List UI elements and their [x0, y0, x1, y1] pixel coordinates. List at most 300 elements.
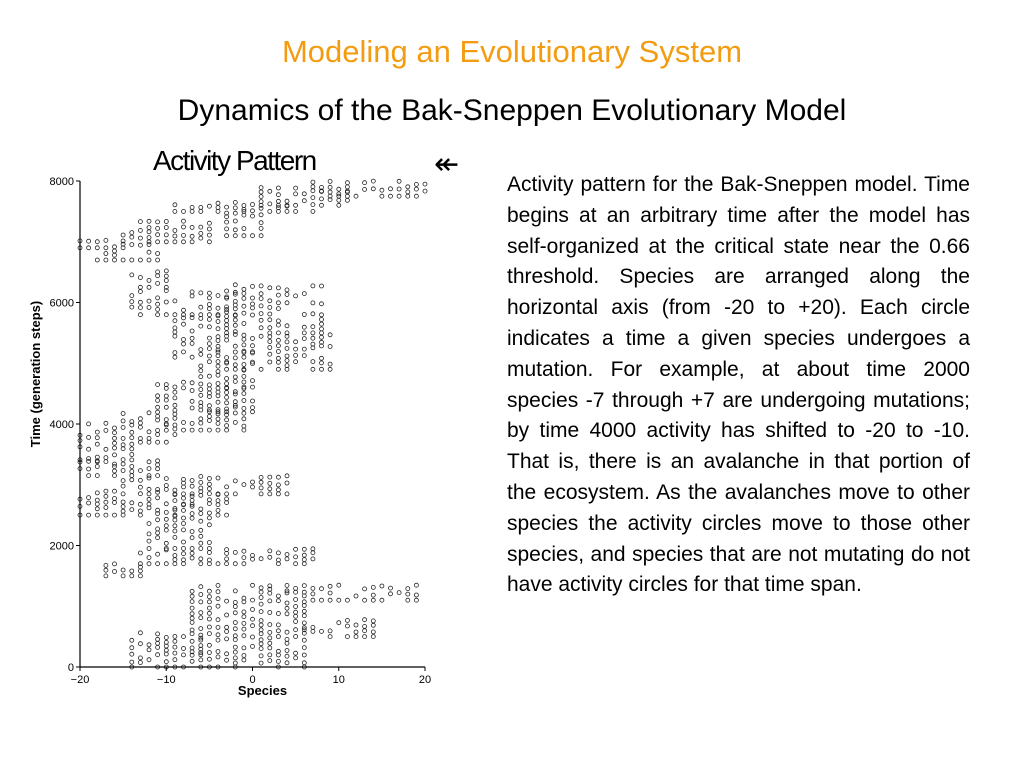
activity-point	[199, 375, 203, 379]
activity-point	[182, 342, 186, 346]
activity-point	[113, 469, 117, 473]
activity-point	[138, 417, 142, 421]
activity-point	[164, 484, 168, 488]
activity-point	[207, 227, 211, 231]
activity-point	[225, 652, 229, 656]
activity-point	[268, 318, 272, 322]
activity-point	[371, 598, 375, 602]
activity-point	[406, 592, 410, 596]
x-tick-label: −10	[156, 674, 176, 686]
activity-point	[242, 355, 246, 359]
activity-point	[173, 240, 177, 244]
activity-point	[190, 225, 194, 229]
activity-point	[242, 621, 246, 625]
activity-point	[302, 621, 306, 625]
activity-point	[276, 629, 280, 633]
activity-point	[156, 488, 160, 492]
activity-point	[233, 562, 237, 566]
activity-point	[138, 243, 142, 247]
activity-point	[87, 501, 91, 505]
activity-point	[173, 330, 177, 334]
activity-point	[276, 356, 280, 360]
activity-point	[371, 635, 375, 639]
activity-point	[207, 551, 211, 555]
activity-point	[199, 393, 203, 397]
activity-point	[190, 294, 194, 298]
activity-point	[276, 360, 280, 364]
activity-point	[371, 623, 375, 627]
activity-point	[95, 498, 99, 502]
activity-point	[156, 428, 160, 432]
activity-point	[414, 182, 418, 186]
activity-point	[233, 323, 237, 327]
activity-point	[190, 594, 194, 598]
activity-point	[406, 598, 410, 602]
activity-point	[113, 245, 117, 249]
activity-point	[225, 401, 229, 405]
activity-point	[182, 547, 186, 551]
activity-point	[259, 638, 263, 642]
activity-point	[285, 612, 289, 616]
activity-point	[225, 485, 229, 489]
activity-point	[251, 406, 255, 410]
activity-point	[182, 552, 186, 556]
activity-point	[147, 643, 151, 647]
activity-point	[328, 367, 332, 371]
activity-point	[251, 635, 255, 639]
activity-point	[130, 305, 134, 309]
activity-point	[285, 606, 289, 610]
activity-point	[345, 198, 349, 202]
activity-point	[233, 219, 237, 223]
data-points	[78, 179, 427, 669]
activity-point	[138, 502, 142, 506]
activity-point	[138, 285, 142, 289]
activity-point	[138, 276, 142, 280]
activity-point	[302, 192, 306, 196]
activity-point	[233, 234, 237, 238]
activity-point	[268, 641, 272, 645]
activity-point	[207, 325, 211, 329]
activity-point	[164, 541, 168, 545]
activity-point	[320, 318, 324, 322]
activity-point	[147, 539, 151, 543]
activity-point	[320, 284, 324, 288]
activity-point	[113, 497, 117, 501]
activity-point	[207, 347, 211, 351]
activity-point	[87, 447, 91, 451]
activity-point	[216, 386, 220, 390]
activity-point	[371, 619, 375, 623]
activity-point	[311, 625, 315, 629]
activity-point	[268, 623, 272, 627]
activity-point	[104, 574, 108, 578]
activity-point	[216, 364, 220, 368]
activity-point	[138, 313, 142, 317]
activity-point	[302, 646, 306, 650]
activity-point	[190, 551, 194, 555]
activity-point	[302, 337, 306, 341]
activity-point	[138, 425, 142, 429]
activity-point	[216, 633, 220, 637]
activity-point	[147, 648, 151, 652]
activity-point	[251, 485, 255, 489]
activity-point	[130, 465, 134, 469]
activity-point	[104, 252, 108, 256]
activity-point	[242, 380, 246, 384]
activity-point	[173, 396, 177, 400]
activity-point	[311, 557, 315, 561]
activity-point	[216, 590, 220, 594]
activity-point	[259, 304, 263, 308]
activity-point	[190, 547, 194, 551]
activity-point	[156, 398, 160, 402]
activity-point	[251, 306, 255, 310]
activity-point	[225, 562, 229, 566]
activity-point	[95, 474, 99, 478]
activity-point	[371, 585, 375, 589]
activity-point	[242, 646, 246, 650]
activity-point	[207, 589, 211, 593]
activity-point	[207, 317, 211, 321]
activity-point	[147, 460, 151, 464]
activity-point	[268, 549, 272, 553]
activity-point	[259, 623, 263, 627]
activity-point	[268, 189, 272, 193]
activity-point	[147, 226, 151, 230]
activity-point	[190, 536, 194, 540]
activity-point	[207, 477, 211, 481]
activity-point	[156, 233, 160, 237]
activity-point	[156, 552, 160, 556]
activity-point	[328, 179, 332, 183]
activity-point	[121, 419, 125, 423]
activity-point	[190, 589, 194, 593]
activity-point	[294, 598, 298, 602]
activity-point	[233, 350, 237, 354]
activity-point	[130, 273, 134, 277]
activity-point	[276, 293, 280, 297]
activity-point	[225, 599, 229, 603]
activity-point	[173, 326, 177, 330]
activity-point	[233, 550, 237, 554]
activity-point	[302, 558, 306, 562]
activity-point	[354, 635, 358, 639]
activity-point	[207, 492, 211, 496]
activity-point	[302, 609, 306, 613]
activity-point	[285, 661, 289, 665]
activity-point	[173, 651, 177, 655]
activity-point	[199, 364, 203, 368]
activity-point	[242, 287, 246, 291]
activity-point	[164, 517, 168, 521]
activity-point	[423, 182, 427, 186]
activity-point	[285, 649, 289, 653]
activity-point	[320, 629, 324, 633]
activity-point	[294, 656, 298, 660]
activity-point	[363, 624, 367, 628]
activity-point	[147, 487, 151, 491]
activity-point	[345, 598, 349, 602]
activity-point	[242, 411, 246, 415]
activity-point	[164, 477, 168, 481]
activity-point	[199, 421, 203, 425]
activity-point	[311, 185, 315, 189]
activity-point	[320, 356, 324, 360]
activity-point	[87, 474, 91, 478]
activity-point	[311, 360, 315, 364]
activity-point	[147, 305, 151, 309]
activity-point	[251, 608, 255, 612]
activity-point	[199, 382, 203, 386]
activity-point	[276, 186, 280, 190]
activity-point	[251, 624, 255, 628]
activity-point	[328, 333, 332, 337]
activity-point	[121, 469, 125, 473]
activity-point	[285, 359, 289, 363]
activity-point	[285, 637, 289, 641]
activity-point	[345, 194, 349, 198]
activity-point	[156, 459, 160, 463]
activity-point	[311, 592, 315, 596]
activity-point	[371, 593, 375, 597]
activity-point	[320, 302, 324, 306]
activity-point	[225, 319, 229, 323]
activity-point	[130, 501, 134, 505]
activity-point	[294, 186, 298, 190]
activity-point	[302, 347, 306, 351]
activity-point	[138, 469, 142, 473]
activity-point	[207, 643, 211, 647]
activity-point	[276, 193, 280, 197]
activity-point	[190, 341, 194, 345]
activity-point	[406, 587, 410, 591]
activity-point	[113, 562, 117, 566]
activity-point	[311, 312, 315, 316]
activity-point	[259, 367, 263, 371]
activity-point	[251, 209, 255, 213]
activity-point	[259, 221, 263, 225]
activity-point	[242, 549, 246, 553]
activity-point	[251, 410, 255, 414]
activity-point	[173, 313, 177, 317]
activity-point	[268, 630, 272, 634]
activity-point	[233, 330, 237, 334]
activity-point	[276, 635, 280, 639]
x-tick-label: 10	[332, 674, 345, 686]
activity-point	[156, 274, 160, 278]
activity-point	[233, 356, 237, 360]
activity-point	[95, 502, 99, 506]
activity-point	[294, 610, 298, 614]
activity-point	[207, 336, 211, 340]
activity-point	[371, 179, 375, 183]
activity-point	[156, 641, 160, 645]
activity-point	[216, 382, 220, 386]
activity-point	[182, 308, 186, 312]
activity-point	[225, 234, 229, 238]
activity-point	[95, 246, 99, 250]
activity-point	[233, 367, 237, 371]
activity-point	[113, 446, 117, 450]
activity-point	[216, 400, 220, 404]
activity-point	[225, 367, 229, 371]
activity-point	[147, 258, 151, 262]
activity-point	[207, 595, 211, 599]
activity-point	[182, 558, 186, 562]
activity-point	[242, 304, 246, 308]
activity-point	[173, 390, 177, 394]
activity-point	[233, 605, 237, 609]
activity-point	[259, 596, 263, 600]
activity-point	[406, 190, 410, 194]
activity-point	[113, 474, 117, 478]
activity-point	[216, 618, 220, 622]
activity-point	[294, 562, 298, 566]
activity-point	[233, 621, 237, 625]
activity-point	[320, 335, 324, 339]
activity-point	[251, 214, 255, 218]
activity-point	[268, 286, 272, 290]
activity-point	[268, 331, 272, 335]
activity-point	[233, 228, 237, 232]
activity-point	[182, 219, 186, 223]
activity-point	[302, 547, 306, 551]
activity-point	[233, 661, 237, 665]
activity-point	[121, 458, 125, 462]
activity-point	[251, 617, 255, 621]
activity-point	[225, 314, 229, 318]
activity-point	[285, 288, 289, 292]
activity-point	[216, 583, 220, 587]
activity-point	[173, 403, 177, 407]
activity-point	[104, 513, 108, 517]
activity-point	[164, 398, 168, 402]
activity-point	[302, 325, 306, 329]
activity-point	[268, 591, 272, 595]
activity-point	[199, 519, 203, 523]
activity-point	[164, 279, 168, 283]
activity-point	[259, 334, 263, 338]
activity-point	[207, 374, 211, 378]
activity-point	[207, 606, 211, 610]
pointer-arrow-icon: ↞	[434, 148, 460, 181]
activity-point	[104, 494, 108, 498]
activity-point	[130, 447, 134, 451]
activity-point	[268, 646, 272, 650]
activity-point	[259, 610, 263, 614]
activity-point	[354, 194, 358, 198]
activity-point	[130, 294, 134, 298]
activity-point	[95, 436, 99, 440]
activity-point	[242, 399, 246, 403]
activity-point	[233, 211, 237, 215]
activity-point	[259, 326, 263, 330]
activity-point	[311, 325, 315, 329]
activity-point	[225, 356, 229, 360]
activity-point	[251, 296, 255, 300]
activity-point	[259, 292, 263, 296]
activity-point	[164, 502, 168, 506]
activity-point	[104, 428, 108, 432]
activity-point	[173, 499, 177, 503]
activity-point	[242, 333, 246, 337]
activity-point	[199, 658, 203, 662]
activity-point	[207, 383, 211, 387]
activity-point	[156, 463, 160, 467]
activity-point	[182, 225, 186, 229]
activity-point	[173, 658, 177, 662]
activity-point	[173, 385, 177, 389]
activity-point	[233, 420, 237, 424]
chart-caption: Activity Pattern	[153, 145, 316, 176]
activity-point	[147, 240, 151, 244]
activity-point	[207, 296, 211, 300]
activity-point	[87, 457, 91, 461]
activity-point	[190, 612, 194, 616]
activity-point	[130, 474, 134, 478]
activity-point	[173, 319, 177, 323]
activity-point	[113, 258, 117, 262]
activity-point	[276, 551, 280, 555]
activity-point	[147, 556, 151, 560]
activity-point	[320, 587, 324, 591]
activity-point	[164, 405, 168, 409]
activity-point	[199, 388, 203, 392]
activity-point	[285, 492, 289, 496]
activity-point	[130, 508, 134, 512]
activity-point	[268, 659, 272, 663]
activity-point	[147, 497, 151, 501]
activity-point	[207, 291, 211, 295]
activity-point	[190, 620, 194, 624]
activity-point	[138, 569, 142, 573]
activity-point	[156, 536, 160, 540]
activity-point	[121, 412, 125, 416]
activity-point	[216, 206, 220, 210]
activity-point	[182, 209, 186, 213]
activity-point	[276, 350, 280, 354]
activity-point	[199, 428, 203, 432]
activity-point	[242, 343, 246, 347]
activity-point	[216, 625, 220, 629]
y-axis-label: Time (generation steps)	[28, 300, 43, 448]
activity-point	[199, 305, 203, 309]
activity-point	[268, 487, 272, 491]
activity-point	[156, 281, 160, 285]
activity-point	[130, 478, 134, 482]
activity-point	[207, 657, 211, 661]
activity-point	[233, 344, 237, 348]
activity-point	[207, 516, 211, 520]
activity-point	[302, 292, 306, 296]
activity-point	[207, 498, 211, 502]
activity-point	[328, 629, 332, 633]
activity-point	[233, 379, 237, 383]
activity-point	[311, 284, 315, 288]
activity-point	[130, 436, 134, 440]
activity-point	[259, 642, 263, 646]
activity-point	[311, 586, 315, 590]
activity-point	[182, 522, 186, 526]
activity-point	[190, 616, 194, 620]
activity-point	[113, 431, 117, 435]
activity-point	[207, 547, 211, 551]
activity-point	[113, 501, 117, 505]
activity-point	[320, 367, 324, 371]
activity-point	[276, 612, 280, 616]
activity-point	[259, 661, 263, 665]
